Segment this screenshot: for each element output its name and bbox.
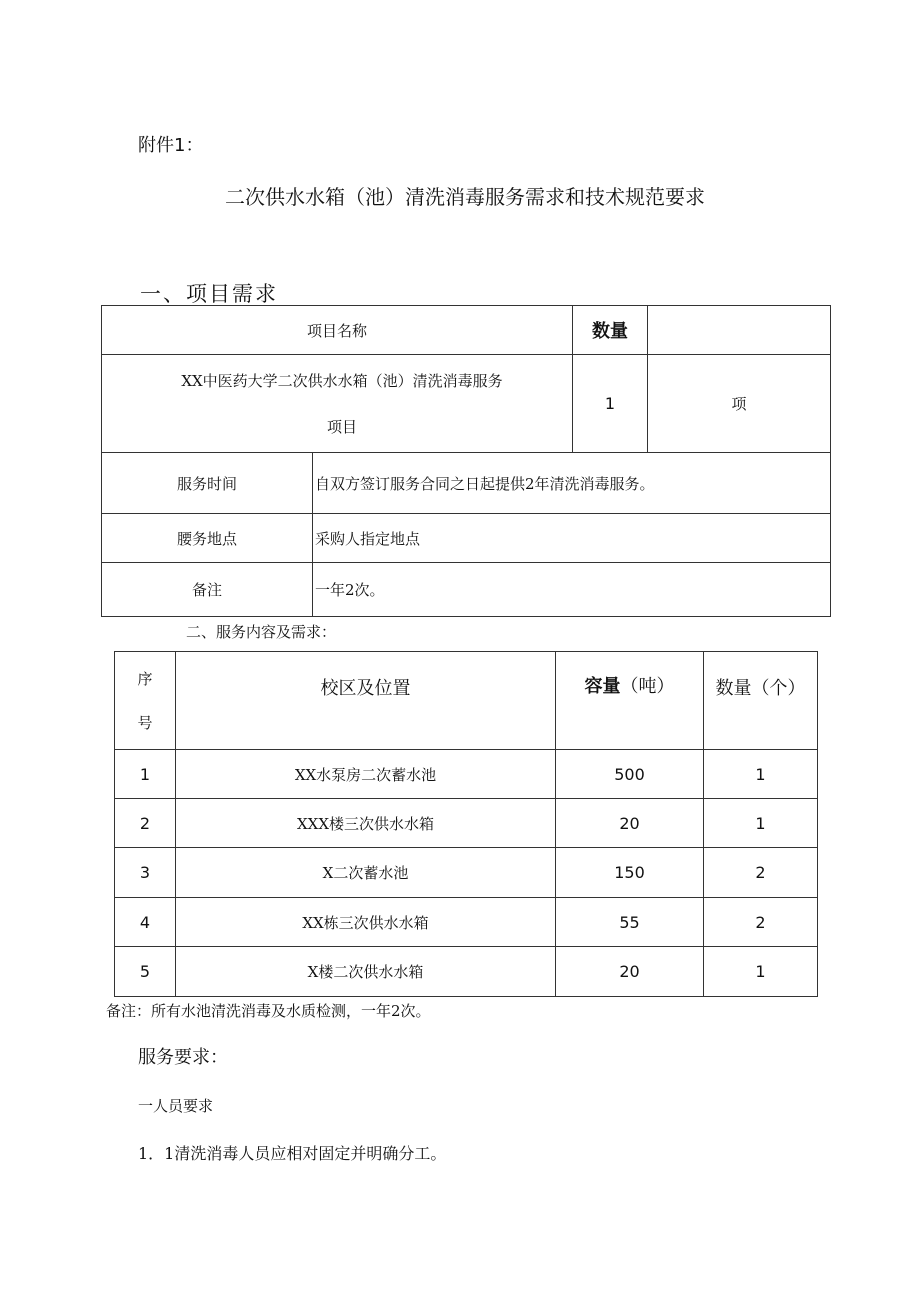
row-seq: 3 [115,848,176,898]
project-name-line2: 项目 [327,417,358,436]
row-capacity: 20 [556,799,704,848]
service-location-value: 采购人指定地点 [313,514,831,563]
table-row [115,947,818,997]
doc-title: 二次供水水箱（池）清洗消毒服务需求和技术规范要求 [225,185,705,209]
row-location: XX水泵房二次蓄水池 [176,750,556,799]
header-capacity [556,652,704,750]
project-name-line1: XX中医药大学二次供水水箱（池）清洗消毒服务 [181,371,503,390]
header-extra [648,306,831,355]
table-row [115,799,818,848]
row-location: X二次蓄水池 [176,848,556,898]
row-count: 2 [704,898,818,947]
row-seq: 5 [115,947,176,997]
service-requirements-heading: 服务要求： [138,1047,228,1068]
project-quantity: 1 [573,355,648,453]
row-capacity: 55 [556,898,704,947]
attachment-label: 附件1： [138,135,204,156]
header-capacity-label: 容量 [584,676,621,697]
row-capacity: 150 [556,848,704,898]
header-item-name: 项目名称 [102,306,573,355]
table-row [115,898,818,947]
header-count: 数量（个） [704,652,818,750]
table-note: 备注：所有水池清洗消毒及水质检测，一年2次。 [106,1002,431,1020]
personnel-heading: 一人员要求 [138,1097,214,1115]
row-location: XXX楼三次供水水箱 [176,799,556,848]
row-count: 1 [704,799,818,848]
header-seq [115,652,176,750]
item-1-1: 1．1清洗消毒人员应相对固定并明确分工。 [138,1144,447,1163]
row-capacity: 500 [556,750,704,799]
section2-heading: 二、服务内容及需求： [186,623,337,641]
row-count: 1 [704,947,818,997]
row-seq: 2 [115,799,176,848]
row-count: 2 [704,848,818,898]
row-capacity: 20 [556,947,704,997]
header-capacity-unit: （吨） [620,676,675,697]
row-seq: 4 [115,898,176,947]
project-name-cell [102,355,573,453]
service-time-label: 服务时间 [102,453,313,514]
header-seq-line1: 序 [137,669,153,688]
service-location-label: 腰务地点 [102,514,313,563]
remark-value: 一年2次。 [313,563,831,617]
service-time-value: 自双方签订服务合同之日起提供2年清洗消毒服务。 [313,453,831,514]
row-count: 1 [704,750,818,799]
table-row [115,750,818,799]
table-row [115,848,818,898]
header-quantity: 数量 [573,306,648,355]
project-table [101,305,831,617]
section1-heading: 一、项目需求 [140,282,278,306]
row-seq: 1 [115,750,176,799]
remark-label: 备注 [102,563,313,617]
row-location: X楼二次供水水箱 [176,947,556,997]
header-seq-line2: 号 [137,713,153,732]
service-content-table [114,651,818,997]
header-location: 校区及位置 [176,652,556,750]
row-location: XX栋三次供水水箱 [176,898,556,947]
project-unit: 项 [648,355,831,453]
